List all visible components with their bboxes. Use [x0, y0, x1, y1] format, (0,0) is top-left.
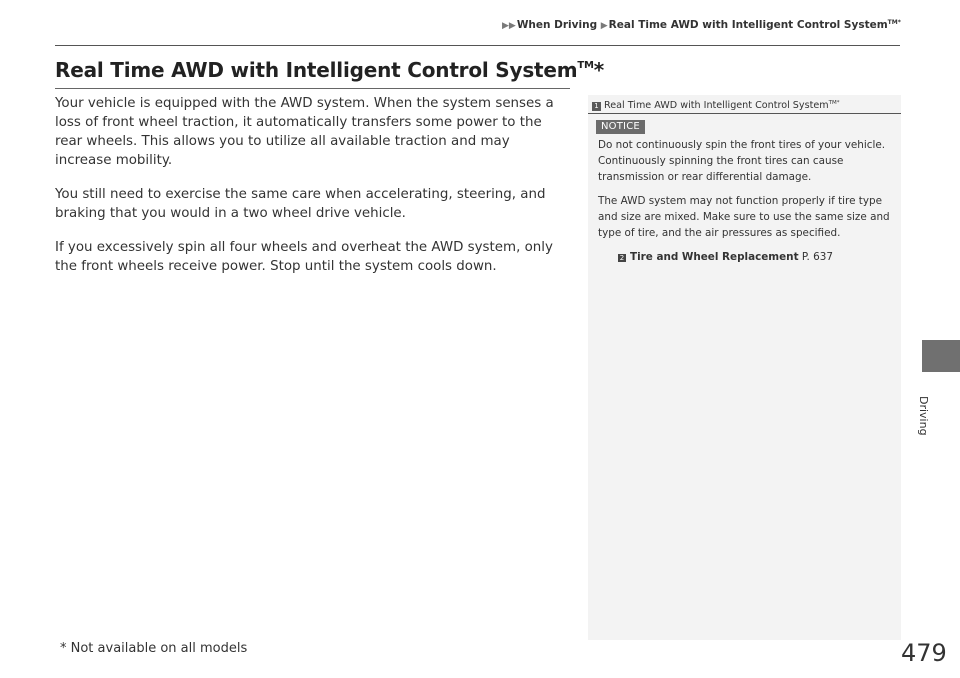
- breadcrumb-arrow-icon: ▶: [600, 21, 608, 31]
- reference-arrow-icon: 2: [619, 254, 625, 262]
- page-title: [55, 58, 605, 82]
- breadcrumb: [502, 19, 902, 31]
- page-title-asterisk: *: [593, 58, 605, 82]
- sidebar-text: [598, 137, 893, 265]
- breadcrumb-arrow-icon: ▶▶: [502, 21, 516, 31]
- breadcrumb-link-when-driving[interactable]: When Driving: [516, 19, 598, 31]
- sidebar-header-asterisk: *: [836, 100, 840, 106]
- notice-badge: NOTICE: [596, 120, 645, 134]
- reference-page: P. 637: [801, 251, 833, 263]
- sidebar-header-text: Real Time AWD with Intelligent Control System: [604, 100, 829, 111]
- sidebar-note-box: [588, 95, 901, 640]
- section-tab-label: Driving: [917, 396, 930, 436]
- header-rule: [55, 45, 900, 46]
- page-number: 479: [901, 639, 947, 667]
- reference-title: Tire and Wheel Replacement: [630, 251, 799, 263]
- sidebar-header: [588, 95, 901, 114]
- cross-reference-link[interactable]: [598, 249, 893, 265]
- body-paragraph: If you excessively spin all four wheels and overheat the AWD system, only the front wheels receive power. Stop until the system cools down.: [55, 240, 553, 274]
- breadcrumb-tm: TM: [887, 19, 898, 26]
- breadcrumb-current: Real Time AWD with Intelligent Control System: [608, 19, 888, 31]
- info-text: The AWD system may not function properly if tire type and size are mixed. Make sure to use the same size and type of tire, and the air pressures as specified.: [598, 195, 890, 239]
- breadcrumb-asterisk: *: [897, 19, 901, 26]
- section-tab[interactable]: [922, 340, 960, 372]
- main-body: [55, 94, 570, 291]
- sidebar-header-tm: TM: [828, 100, 837, 106]
- title-rule: [55, 88, 570, 89]
- page-title-tm: TM: [577, 60, 594, 71]
- notice-text: Do not continuously spin the front tires of your vehicle. Continuously spinning the front tires can cause transmission or rear differential damage.: [598, 139, 886, 183]
- body-paragraph: You still need to exercise the same care when accelerating, steering, and braking that you would in a two wheel drive vehicle.: [55, 187, 546, 221]
- page-title-text: Real Time AWD with Intelligent Control System: [55, 58, 578, 82]
- footnote: * Not available on all models: [60, 641, 248, 656]
- note-number-icon: 1: [592, 102, 601, 111]
- body-paragraph: Your vehicle is equipped with the AWD system. When the system senses a loss of front wheel traction, it automatically transfers some power to the rear wheels. This allows you to utilize all available traction and may increase mobility.: [55, 96, 554, 168]
